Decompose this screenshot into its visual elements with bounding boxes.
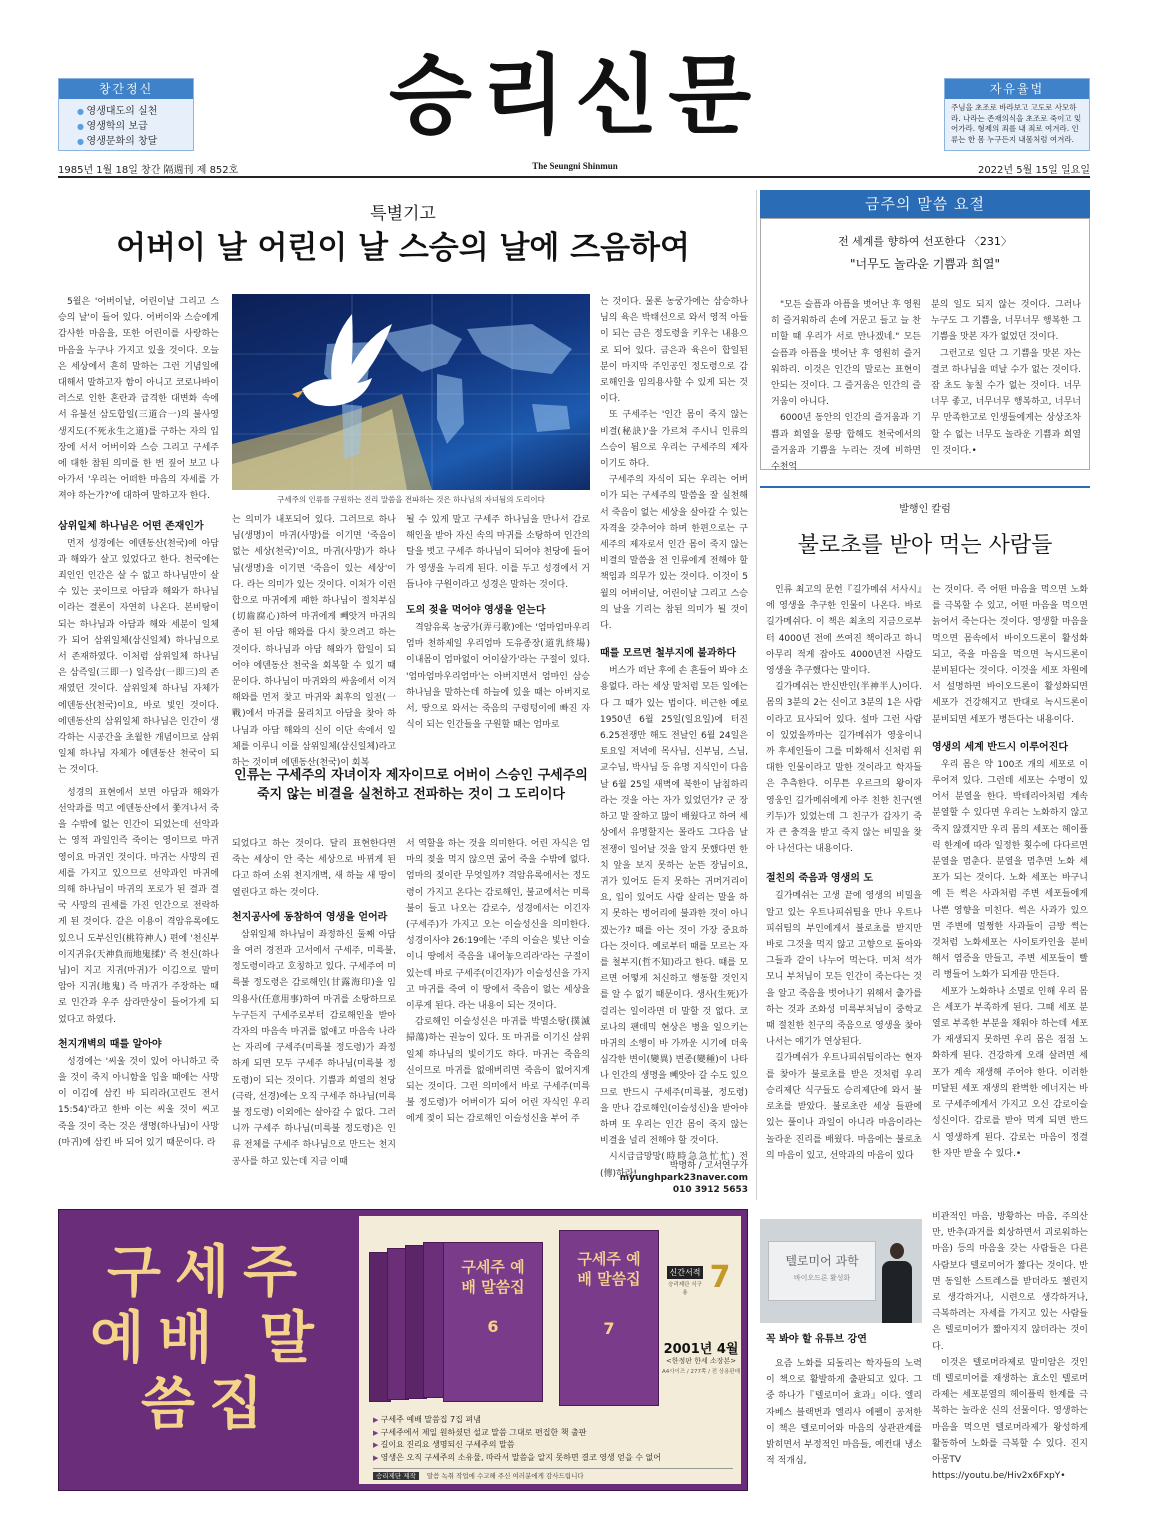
byline-email: myunghpark23naver.com xyxy=(619,1173,748,1183)
body-text: 는 의미가 내포되어 있다. 그러므로 하나님(생명)이 마귀(사망)를 이기면 '죽음이 없는 세상(천국)'이요, 마귀(사망)가 하나님(생명)을 이기면 '죽음이 있는 세상'이다. 라는 의미가 있는 것이다. 이처가 이런 합으로 마귀에게 패한 하나님이 절치부심(切齒腐心)하여 마귀에게 빼앗겨 마귀의 종이 된 아담 해와를 다시 찾으려고 하는 것이다. 하나님과 아담 해와가 합일이 되어야 에덴동산 천국을 회복할 수 있기 때문이다. 하나님이 마귀와의 싸움에서 이겨 해와를 먼저 찾고 마귀와 최후의 일전(一戰)에서 마귀를 물리치고 아담을 찾아 하나님과 아담 해와의 신이 이단 속에서 일체를 이루니 이를 삼위일체(삼신일체)라고 하는 것이며 에덴동산(천국)이 회복 xyxy=(232,515,396,769)
book-stack xyxy=(369,1242,549,1406)
ad-bullet: ▶ 길이요 진리요 생명되신 구세주의 말씀 xyxy=(373,1439,733,1452)
feature-column-2a xyxy=(232,512,396,769)
ad-bullet: ▶ 구세주에서 제일 원하셨던 설교 말씀 그대로 편집한 책 출판 xyxy=(373,1427,733,1440)
body-text: 길가메쉬는 반신반인(半神半人)이다. 몸의 3분의 2는 신이고 3분의 1은 사람이라고 묘사되어 있다. 설마 그런 사람이 있었을까마는 길가메쉬가 영웅이니까 후세인들이 그를 미화해서 신처럼 위대한 인물이라고 말한 것이라고 학자들은 추측한다. 이무튼 우르크의 왕이자 영웅인 길가메쉬에게 아주 친한 친구(엔키두)가 있었는데 그 친구가 갑자기 죽자 큰 충격을 받고 죽지 않는 비밀을 찾아 나선다는 내용이다. xyxy=(766,682,922,855)
freedom-law-text: 주님을 초조로 바라보고 고도로 사모하라. 나라는 존재의식을 초조로 죽이고 잊어가라. 형제의 죄를 내 죄로 여겨라. 인류는 한 몸 누구든지 내몸처럼 여겨라. xyxy=(951,103,1082,144)
lecture-screen xyxy=(768,1241,876,1301)
body-text: 되었다고 하는 것이다. 달리 표현한다면 죽는 세상이 안 죽는 세상으로 바뀌게 된다고 하여 소위 천지개벽, 새 하늘 새 땅이 열린다고 하는 것이다. xyxy=(232,839,396,898)
publisher-column-a xyxy=(766,582,922,1200)
ad-bullet: ▶ 영생은 오직 구세주의 소유물, 따라서 말씀을 알지 못하면 결코 영생 얻을 수 없어 xyxy=(373,1452,733,1465)
publication-spec: A4사이즈 / 277쪽 / 전 상용판매 xyxy=(661,1369,741,1375)
body-text: 비관적인 마음, 방황하는 마음, 주의산만, 반추(과거를 회상하면서 괴로워하는 마음) 등의 마음을 갖는 사람들은 다른 사람보다 텔로미어가 짧다는 것이다. 반면 동일한 스트레스를 받더라도 챌린지로 생각하거나, 시련으로 생각하거나, 극복하려는 자세를 가지고 있는 사람들은 텔로미어가 짧아지지 않더라는 것이다. xyxy=(932,1212,1088,1352)
dove-world-map-image xyxy=(232,294,590,490)
body-text: 는 것이다. 즉 어떤 마음을 먹으면 노화를 극복할 수 있고, 어떤 마음을 먹으면 늙어서 죽는다는 것이다. 영생할 마음을 먹으면 몸속에서 바이오드론이 활성화되고, 죽을 마음을 먹으면 녹시드론이 분비된다는 것이다. 이것을 세포 차원에서 설명하면 바이오드론이 활성화되면 세포가 건강해지고 반대로 녹시드론이 분비되면 세포가 병든다는 내용이다. xyxy=(932,585,1088,725)
founding-spirit-item: ● 영생문화의 창달 xyxy=(77,134,193,149)
byline xyxy=(600,1160,748,1196)
body-text: 는 것이다. 물론 농궁가에는 삼승하나님의 육은 박태선으로 와서 영적 아들이 되는 금은 정도령을 키우는 내용으로 되어 있다. 금은과 육은이 합일된 분이 마지막 주인공인 정도령으로 감로해인을 임의용사할 수 있게 되는 것이다. xyxy=(600,297,748,405)
body-text: 그런고로 일단 그 기쁨을 맛본 자는 결코 하나님을 떠날 수가 없는 것이다. 잠 초도 놓칠 수가 없는 것이다. 너무너무 좋고, 너무너무 행복하고, 너무너무 만족한고로 인생들에게는 상상조차 할 수 없는 너무도 놀라운 기쁨과 희열인 것이다.• xyxy=(931,348,1081,456)
sermon-box xyxy=(760,218,1090,473)
newspaper-nameplate: 승리신문 xyxy=(388,46,762,146)
body-text: 격암유록 농궁가(弄弓歌)에는 '엄마엄마우리엄마 천하제일 우리엄마 도유종장(道乳終場) 이내몸이 엄마없이 어이살가'라는 구절이 있다. '엄마엄마우리엄마'는 아버지면서 엄마인 삼승 하나님을 말하는데 하늘에 있을 때는 아버지로서, 땅으로 와서는 죽음의 구렁텅이에 빠진 자식이 되는 인간들을 구원할 때는 엄마로 xyxy=(406,623,590,731)
body-text: 될 수 있게 말고 구세주 하나님을 만나서 감로해인을 받아 자신 속의 마귀를 소탕하여 인간의 탈을 벗고 구세주 하나님이 되어야 천당에 들어가 영생을 누리게 된다. 이를 두고 성경에서 거듭나야 구원이라고 성경은 말하는 것이다. xyxy=(406,515,590,590)
feature-column-1 xyxy=(58,294,219,1199)
body-text: 먼저 성경에는 에덴동산(천국)에 아담과 해와가 살고 있었다고 한다. 천국에는 죄인인 인간은 살 수 없고 하나님만이 살 수 있는 곳이므로 아담과 해와가 하나님이라는 결론이 자연히 나온다. 본비탕이 되는 하나님과 아담과 해와 세분이 일체가 되어 삼위일체(삼신일체) 하나님으로서 존재하였다. 이처럼 삼위일체 하나님은 삼즉일(三即一) 일즉삼(一即三)의 존재였던 것이다. 삼위일체 하나님 자체가 에덴동산(천국)이요, 바로 빛인 것이다. 에덴동산의 삼위일체 하나님은 인간이 생각하는 시공간을 초월한 개념이므로 삼위일체 하나님 자체가 에덴동산 천국이 되는 것이다. xyxy=(58,538,219,776)
new-book-badge xyxy=(667,1266,703,1296)
dove-illustration xyxy=(232,294,590,490)
founding-spirit-list xyxy=(59,99,193,149)
lecture-screen-title: 텔로미어 과학 xyxy=(785,1254,859,1268)
feature-column-3a xyxy=(406,512,590,740)
ad-bullet: ▶ 구세주 예배 말씀집 7집 펴냄 xyxy=(373,1414,733,1427)
ad-bullet-list xyxy=(373,1414,733,1464)
body-text: 성경에는 '씨울 것이 있어 아니하고 죽을 것이 죽지 아니함을 입을 때에는 사망이 이김에 삼킨 바 되리라(고린도 전서 15:54)'라고 한바 이는 씨울 것이 씨고 죽을 것이 죽는 것은 생명(하나님)이 사망(마귀)에 삼킨 바 되어 있기 때문이다. 라 xyxy=(58,1056,219,1148)
subheading: 삼위일체 하나님은 어떤 존재인가 xyxy=(58,520,204,532)
body-text: 성경의 표현에서 보면 아담과 해와가 선악과를 먹고 에덴동산에서 쫓겨나서 죽을 수밖에 없는 인간이 되었는데 선악과는 영적 과일인즉 죽이는 영이므로 마귀 영이요 마귀인 것이다. 마귀는 사망의 권세를 가지고 있으므로 선악과인 마귀에 의해 하나님이 마귀의 포로가 된 결과 결국 사망의 권세를 가진 인간으로 전락하게 된 것이다. 같은 이용이 격암유록에도 있으니 도부신인(桃符神人) 편에 '천신부이지귀유(天神負而地鬼揉)' 즉 천신(하나님)이 지고 지귀(마귀)가 이김으로 말미암아 지귀(地鬼) 즉 마귀가 주장하는 때로 인간과 우주 삼라만상이 들어가게 되었다고 하였다. xyxy=(58,787,219,1025)
freedom-law-box xyxy=(944,78,1090,151)
youtube-article-b xyxy=(932,1209,1088,1491)
feature-kicker: 특별기고 xyxy=(370,204,436,224)
sermon-box-title: 금주의 말씀 요절 xyxy=(760,190,1090,218)
body-text: 서 역할을 하는 것을 의미한다. 어린 자식은 엄마의 젖을 먹지 않으면 굶어 죽을 수밖에 없다. 엄마의 젖이란 무엇일까? 격암유록에서는 정도령이 가지고 온다는 감로해인, 불교에서는 미륵불이 들고 나오는 감로수, 성경에서는 이긴자(구세주)가 가지고 오는 이슬성신을 의미한다. 성경이사야 26:19에는 '주의 이슬은 빛난 이슬이니 땅에서 죽음을 내어놓으리라'라는 구절이 있는데 바로 구세주(이긴자)가 이슬성신을 가지고 마귀를 죽여 이 땅에서 죽음이 없는 세상을 이루게 된다. 라는 내용이 되는 것이다. xyxy=(406,839,590,1012)
body-text: 6000년 동안의 인간의 즐거움과 기쁨과 희열을 몽땅 합해도 천국에서의 즐거움과 기쁨을 누리는 것에 비하면 수천억 xyxy=(771,413,921,473)
book-spine xyxy=(423,1242,445,1398)
founding-spirit-title: 창간정신 xyxy=(59,79,193,99)
subheading: 영생의 세계 반드시 이루어진다 xyxy=(932,741,1069,753)
publication-date: 2001년 4월 xyxy=(663,1342,739,1357)
column-divider xyxy=(756,190,757,1200)
ad-footer-text: 말씀 녹취 작업에 수고해 주신 여러분에게 감사드립니다 xyxy=(426,1472,584,1480)
byline-phone: 010 3912 5653 xyxy=(672,1185,748,1195)
youtube-article-a xyxy=(766,1350,922,1490)
sermon-column-a xyxy=(771,297,921,473)
body-text: 분의 일도 되지 않는 것이다. 그러나 누구도 그 기쁨을, 너무너무 행복한 그 기쁨을 맛본 자가 없었던 것이다. xyxy=(931,300,1081,343)
book-cover-title: 구세주 예배 말씀집 xyxy=(461,1258,525,1296)
ad-footer xyxy=(373,1468,733,1480)
body-text: 세포가 노화하나 소멸로 인해 우리 몸은 세포가 부족하게 된다. 그때 세포 분열로 부족한 부분을 채워야 하는데 세포가 재생되지 못하면 우리 몸은 점점 노화하게 된다. 건강하게 오래 살려면 세포가 계속 재생해 주어야 한다. 이러한 미달된 세포 재생의 완벽한 에너지는 바로 구세주에게서 가지고 오신 감로이슬성신이다. 감로를 받아 먹게 되면 반드시 영생하게 된다. 감로는 마음이 정결한 자만 받을 수 있다.• xyxy=(932,986,1088,1159)
pull-quote: 인류는 구세주의 자녀이자 제자이므로 어버이 스승인 구세주의 죽지 않는 비결을 실천하고 전파하는 것이 그 도리이다 xyxy=(234,768,588,802)
sermon-quote-title: "너무도 놀라운 기쁨과 희열" xyxy=(850,257,1000,271)
body-text: 우리 몸은 약 100조 개의 세포로 이루어져 있다. 그런데 세포는 수명이 있어서 분열을 한다. 박테리아처럼 계속 분열할 수 있다면 우리는 노화하지 않고 죽지 않겠지만 우리 몸의 세포는 헤이플릭 한계에 따라 일정한 횟수에 다다르면 분열을 멈춘다. 분열을 멈추면 노화 세포가 되는 것이다. 노화 세포는 바구니에 든 썩은 사과처럼 주변 세포들에게 나쁜 영향을 미친다. 썩은 사과가 있으면 주변에 멀쩡한 사과들이 금방 썩는 것처럼 노화세포는 사이토카인을 분비해서 염증을 만들고, 주변 세포들이 빨리 병들어 노화가 되게끔 만든다. xyxy=(932,759,1088,981)
speaker-figure xyxy=(882,1243,912,1323)
lecture-screen-sub: 바이오드론 활성화 xyxy=(793,1274,851,1282)
body-text: 5월은 '어버이날, 어린이날 그리고 스승의 날'이 들어 있다. 어버이와 스승에게 감사한 마음을, 또한 어린이를 사랑하는 마음을 누구나 가지고 있을 것이다. 오늘은 세상에서 흔히 말하는 그런 기념일에 대해서 말하고자 함이 아니고 코로나바이러스로 인한 혼란과 급격한 대변화 속에서 유불선 삼도합일(三道合一)의 불사영생지도(不死永生之道)를 구하는 자의 입장에 서서 어버이와 스승 그리고 구세주에 대한 참된 의미를 한 번 짚어 보고 나아가서 '우리는 어떠한 마음의 자세를 가져야 하는가?'에 대하여 말하고자 한다. xyxy=(58,297,219,502)
publisher-column-headline: 불로초를 받아 먹는 사람들 xyxy=(797,533,1053,558)
body-text: 버스가 떠난 후에 손 흔들어 봐야 소용없다. 라는 세상 말처럼 모든 일에는 다 그 때가 있는 법이다. 비근한 예로 1950년 6월 25일(일요일)에 터진 6.25전쟁만 해도 전날인 6월 24일은 토요일 저녁에 목사님, 신부님, 스님, 교수님, 박사님 등 유명 지식인이 다음날 6월 25일 새벽에 북한이 남침하리라는 것을 아는 자가 있었던가? 군 장하고 말 잘하고 많이 배웠다고 하여 세상에서 유명할지는 몰라도 그다음 날 전쟁이 일어날 것을 알지 못했다면 한 치 앞을 보지 못하는 눈뜬 장님이요, 귀가 있어도 듣지 못하는 귀머거리이요, 입이 있어도 사람 살리는 말을 하지 못하는 벙어리에 불과한 것이 아니겠는가? 때를 아는 것이 가장 중요하다는 것이다. 예로부터 때를 모르는 자를 철부지(哲不知)라고 한다. 때를 모르면 어떻게 처신하고 행동할 것인지를 알 수 없기 때문이다. 생사(生死)가 걸리는 일이라면 더 말할 것 없다. 코로나의 팬데믹 현상은 병을 일으키는 마귀의 소행이 바 가까운 시기에 더욱 심각한 변이(變異) 변종(變種)이 나타나 인간의 생명을 빼앗아 갈 수도 있으므로 반드시 구세주(미륵불, 정도령)을 만나 감로해인(이슬성신)을 받아야 하며 또 우리는 인간 몸이 죽지 않는 비결을 널리 전해야 할 것이다. xyxy=(600,666,748,1147)
subheading: 천지개벽의 때를 알아야 xyxy=(58,1038,162,1050)
body-text: 삼위일체 하나님이 좌정하신 둘째 아담을 여러 경전과 고서에서 구세주, 미륵불, 정도령이라고 호칭하고 있다. 구세주여 미륵불 정도령은 감로해인(甘露海印)을 임의용사(任意用事)하여 마귀를 소탕하므로 누구든지 구세주로부터 감로해인을 받아 각자의 마음속 마귀를 없애고 마음속 나라는 자리에 구세주(미륵불 정도령)가 좌정하게 되면 모두 구세주 하나님(미륵불 정도령)이 되는 것이다. 기쁨과 희열의 천당(극락, 선경)에는 오직 구세주 하나님(미륵불 정도령) 이외에는 살아갈 수 없다. 그러니까 구세주 하나님(미륵불 정도령)은 인류 전체를 구세주 하나님으로 만드는 천지 공사를 하고 있는데 지금 이때 xyxy=(232,929,396,1167)
feature-column-3b xyxy=(406,836,590,1199)
subheading: 절친의 죽음과 영생의 도 xyxy=(766,873,874,885)
founding-spirit-item: ● 영생학의 보급 xyxy=(77,119,193,134)
badge-label: 신간서적 xyxy=(667,1266,703,1279)
book-number: 6 xyxy=(487,1317,499,1336)
founding-spirit-item: ● 영생대도의 실천 xyxy=(77,104,193,119)
founding-spirit-box xyxy=(58,78,194,151)
ad-footer-label: 승리제단 제작 xyxy=(373,1472,419,1480)
speaker-head xyxy=(890,1243,904,1259)
youtube-caption: 꼭 봐야 할 유튜브 강연 xyxy=(766,1334,867,1345)
book-cover-6 xyxy=(443,1242,543,1402)
body-text: 감로해인 이슬성신은 마귀를 박멸소탕(撲滅掃蕩)하는 권능이 있다. 또 마귀를 이기신 삼위일체 하나님의 빛이기도 하다. 마귀는 죽음의 신이므로 마귀를 없애버리면 죽음이 없어지게 되는 것이다. 그런 의미에서 바로 구세주(미륵불 정도령)가 어버이가 되어 어린 자식인 우리에게 젖이 되는 감로해인 이슬성신을 부어 주 xyxy=(406,1017,590,1125)
sermon-column-b xyxy=(931,297,1081,465)
youtube-thumbnail[interactable] xyxy=(760,1219,922,1323)
book-advertisement[interactable] xyxy=(58,1209,748,1491)
body-text: 요즘 노화를 되돌리는 학자들의 노력이 책으로 활발하게 출판되고 있다. 그중 하나가『텔로미어 효과』이다. 엘리자베스 블랙번과 엘리사 에펠이 공저한 이 책은 텔로미어와 마음의 상관관계를 밝히면서 부정적인 마음들, 예컨대 냉소적 적개심, xyxy=(766,1359,922,1467)
body-text: 길가메쉬는 고생 끝에 영생의 비밀을 알고 있는 우트나피쉬팀을 만나 우트나피쉬팀의 부인에게서 불로초를 받지만 바로 그것을 먹지 않고 고향으로 돌아와 그들과 같이 나누어 먹는다. 미처 석가모니 부처님이 모든 인간이 죽는다는 것을 알고 죽음을 벗어나기 위해서 출가를 하는 것과 조화성 미륵부처님이 중학교 때 절친한 친구의 죽음으로 영생을 찾아나서는 얘기가 연상된다. xyxy=(766,891,922,1048)
body-text: 이것은 텔로머라제로 말미암은 것인데 텔로미어를 재생하는 효소인 텔로머라제는 세포분열의 헤이플릭 한계를 극복하는 놀라운 신의 선물이다. 영생하는 마음을 먹으면 텔로머라제가 왕성하게 활동하여 노화를 극복할 수 있다. 진지아몽TV https://youtu.be/Hiv2x6FxpY• xyxy=(932,1357,1088,1482)
ad-product-panel xyxy=(359,1216,741,1484)
masthead-rule xyxy=(58,176,1090,178)
sermon-subtitle: 전 세계를 향하여 선포한다 〈231〉 xyxy=(838,235,1012,248)
subheading: 천지공사에 동참하여 영생을 얻어라 xyxy=(232,911,388,923)
subheading: 도의 젖을 먹어야 영생을 얻는다 xyxy=(406,605,546,617)
issue-info: 1985년 1월 18일 창간 隔週刊 제 852호 xyxy=(58,165,239,176)
byline-name: 박명하 / 고서연구가 xyxy=(669,1161,748,1171)
feature-headline: 어버이 날 어린이 날 스승의 날에 즈음하여 xyxy=(116,230,690,266)
body-text: 시시급급망망(時時急急忙忙) 전(傳)하라! xyxy=(600,1152,748,1179)
book-cover-7 xyxy=(559,1230,659,1406)
publication-date-sub: <한정판 한세 소장본> xyxy=(665,1357,737,1365)
image-caption: 구세주의 인류를 구원하는 진리 말씀을 전파하는 것은 하나님의 자녀됨의 도리이다 xyxy=(277,495,545,504)
english-name: The Seungni Shinmun xyxy=(532,161,618,171)
body-text: "모든 슬픔과 아픔을 벗어난 후 영원히 즐거워하리 손에 거문고 들고 늘 찬미할 때 우리가 서로 만나겠네." 모든 슬픔과 아픔을 벗어난 후 영원히 즐거워하리. 이것은 인간의 말로는 표현이 안되는 것이다. 그 즐거움은 인간의 즐거움이 아니다. xyxy=(771,300,921,408)
book-number: 7 xyxy=(603,1319,615,1338)
badge-sub: 승리제단 식구용 xyxy=(668,1282,702,1296)
publisher-column-kicker: 발행인 칼럼 xyxy=(899,504,951,515)
body-text: 구세주의 자식이 되는 우리는 어버이가 되는 구세주의 말씀을 잘 실천해서 죽음이 없는 세상을 살아갈 수 있는 자격을 갖추어야 하며 한편으로는 구세주의 제자로서 인간 몸이 죽지 않는 비결의 말씀을 전 인류에게 전해야 할 책임과 의무가 있는 것이다. 이것이 5월의 어버이날, 어린이날 그리고 스승의 날을 기리는 참된 의미가 될 것이다. xyxy=(600,475,748,632)
ad-big-title: 구세주 예배 말씀집 xyxy=(90,1240,328,1437)
subheading: 때를 모르면 철부지에 불과하다 xyxy=(600,648,737,660)
issue-date: 2022년 5월 15일 일요일 xyxy=(977,165,1090,176)
freedom-law-title: 자유율법 xyxy=(945,79,1089,99)
body-text: 인류 최고의 문헌『길가메쉬 서사시』에 영생을 추구한 인물이 나온다. 바로 길가메쉬다. 이 책은 최초의 지금으로부터 4000년 전에 쓰여진 책이라고 하니 아무리 적게 잡아도 4000년전 사람도 영생을 추구했다는 말이다. xyxy=(766,585,922,677)
body-text: 길가메쉬가 우트나피쉬팀이라는 현자를 찾아가 불로초를 받은 것처럼 우리 승리제단 식구들도 승리제단에 와서 불로초를 받았다. 불로초란 세상 들판에 있는 풀이나 과일이 아니라 마음이라는 놀라운 진리를 배웠다. 마음에는 불로초의 마음이 있고, 선악과의 마음이 있다 xyxy=(766,1053,922,1161)
body-text: 또 구세주는 '인간 몸이 죽지 않는 비결(秘訣)'을 가르쳐 주시니 인류의 스승이 됨으로 우리는 구세주의 제자이기도 하다. xyxy=(600,410,748,470)
speaker-body xyxy=(882,1261,912,1323)
feature-column-2b xyxy=(232,836,396,1199)
volume-number: 7 xyxy=(709,1260,731,1295)
publisher-column-b xyxy=(932,582,1088,1200)
book-cover-title: 구세주 예배 말씀집 xyxy=(577,1250,641,1288)
